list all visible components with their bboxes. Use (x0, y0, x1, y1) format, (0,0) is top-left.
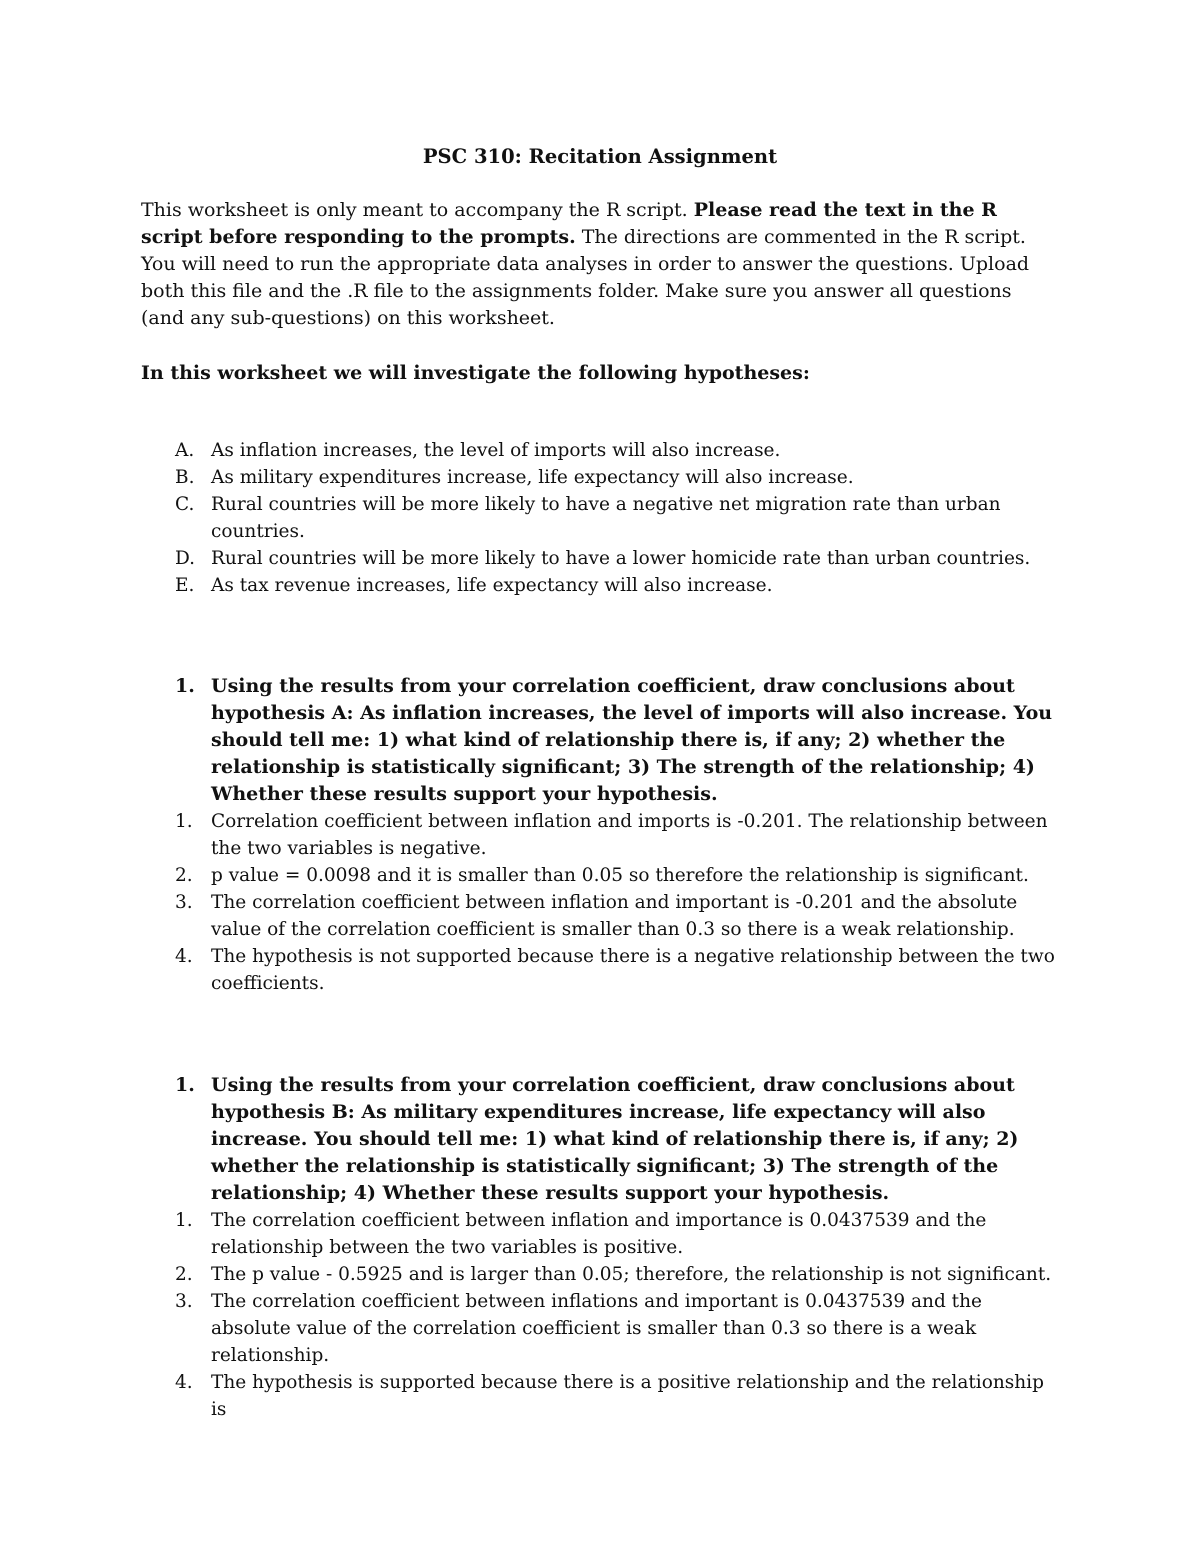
question-item (141, 673, 1059, 808)
answer-text: The correlation coefficient between inflations and important is 0.0437539 and the absolute value of the correlation coefficient is smaller than 0.3 so there is a weak relationship. (211, 1291, 982, 1366)
answer-item (141, 889, 1059, 943)
hypothesis-text: Rural countries will be more likely to have a negative net migration rate than urban countries. (211, 494, 1001, 542)
question-section-b (141, 1072, 1059, 1423)
hypothesis-item (141, 437, 1059, 464)
question-text: Using the results from your correlation coefficient, draw conclusions about hypothesis B: As military expenditures increase, life expectancy will also increase. You should tell me: 1) what kind of relationship there is, if any; 2) whether the relationship is statistically significant; 3) The strength of the relationship; 4) Whether these results support your hypothesis. (211, 1074, 1019, 1204)
list-marker: 1. (175, 675, 195, 697)
list-marker: 4. (175, 1372, 193, 1393)
answer-item (141, 1369, 1059, 1423)
hypothesis-item (141, 545, 1059, 572)
list-marker: A. (175, 440, 195, 461)
list-marker: B. (175, 467, 195, 488)
list-marker: 1. (175, 1074, 195, 1096)
list-marker: 1. (175, 1210, 193, 1231)
list-marker: 1. (175, 811, 193, 832)
hypothesis-item (141, 464, 1059, 491)
question-text: Using the results from your correlation coefficient, draw conclusions about hypothesis A: As inflation increases, the level of imports will also increase. You should tell me: 1) what kind of relationship there is, if any; 2) whether the relationship is statistically significant; 3) The strength of the relationship; 4) Whether these results support your hypothesis. (211, 675, 1053, 805)
answer-item (141, 943, 1059, 997)
intro-paragraph (141, 197, 1059, 332)
answer-item (141, 862, 1059, 889)
hypothesis-text: As inflation increases, the level of imports will also increase. (211, 440, 781, 461)
answer-text: The p value - 0.5925 and is larger than 0.05; therefore, the relationship is not significant. (211, 1264, 1052, 1285)
list-marker: 4. (175, 946, 193, 967)
answer-text: The correlation coefficient between inflation and important is -0.201 and the absolute value of the correlation coefficient is smaller than 0.3 so there is a weak relationship. (211, 892, 1018, 940)
answer-text: p value = 0.0098 and it is smaller than 0.05 so therefore the relationship is significant. (211, 865, 1029, 886)
answer-text: The hypothesis is not supported because there is a negative relationship between the two coefficients. (211, 946, 1055, 994)
list-marker: C. (175, 494, 195, 515)
list-marker: 3. (175, 892, 193, 913)
list-marker: 2. (175, 865, 193, 886)
answer-text: Correlation coefficient between inflation and imports is -0.201. The relationship between the two variables is negative. (211, 811, 1048, 859)
hypothesis-text: Rural countries will be more likely to have a lower homicide rate than urban countries. (211, 548, 1031, 569)
hypotheses-heading: In this worksheet we will investigate the following hypotheses: (141, 362, 810, 384)
list-marker: E. (175, 575, 195, 596)
answer-item (141, 1261, 1059, 1288)
question-section-a (141, 673, 1059, 997)
list-marker: 2. (175, 1264, 193, 1285)
question-item (141, 1072, 1059, 1207)
list-marker: 3. (175, 1291, 193, 1312)
answer-item (141, 808, 1059, 862)
hypothesis-text: As tax revenue increases, life expectancy will also increase. (211, 575, 773, 596)
answer-text: The correlation coefficient between inflation and importance is 0.0437539 and the relationship between the two variables is positive. (211, 1210, 987, 1258)
intro-text-1: This worksheet is only meant to accompany the R script. (141, 199, 694, 221)
page-title: PSC 310: Recitation Assignment (422, 145, 778, 168)
hypothesis-text: As military expenditures increase, life expectancy will also increase. (211, 467, 854, 488)
intro-text-2: The directions are commented in the R script. You will need to run the appropriate data analyses in order to answer the questions. Upload both this file and the .R file to the assignments folder. Make sure you answer all questions (and any sub-questions) on this worksheet. (141, 226, 1030, 329)
answer-text: The hypothesis is supported because there is a positive relationship and the relationship is (211, 1372, 1044, 1420)
hypothesis-item (141, 491, 1059, 545)
hypothesis-item (141, 572, 1059, 599)
answer-item (141, 1288, 1059, 1369)
intro-bold-text: Please read the text in the R script before responding to the prompts. (141, 199, 997, 248)
hypotheses-list (141, 437, 1059, 599)
list-marker: D. (175, 548, 196, 569)
answer-item (141, 1207, 1059, 1261)
